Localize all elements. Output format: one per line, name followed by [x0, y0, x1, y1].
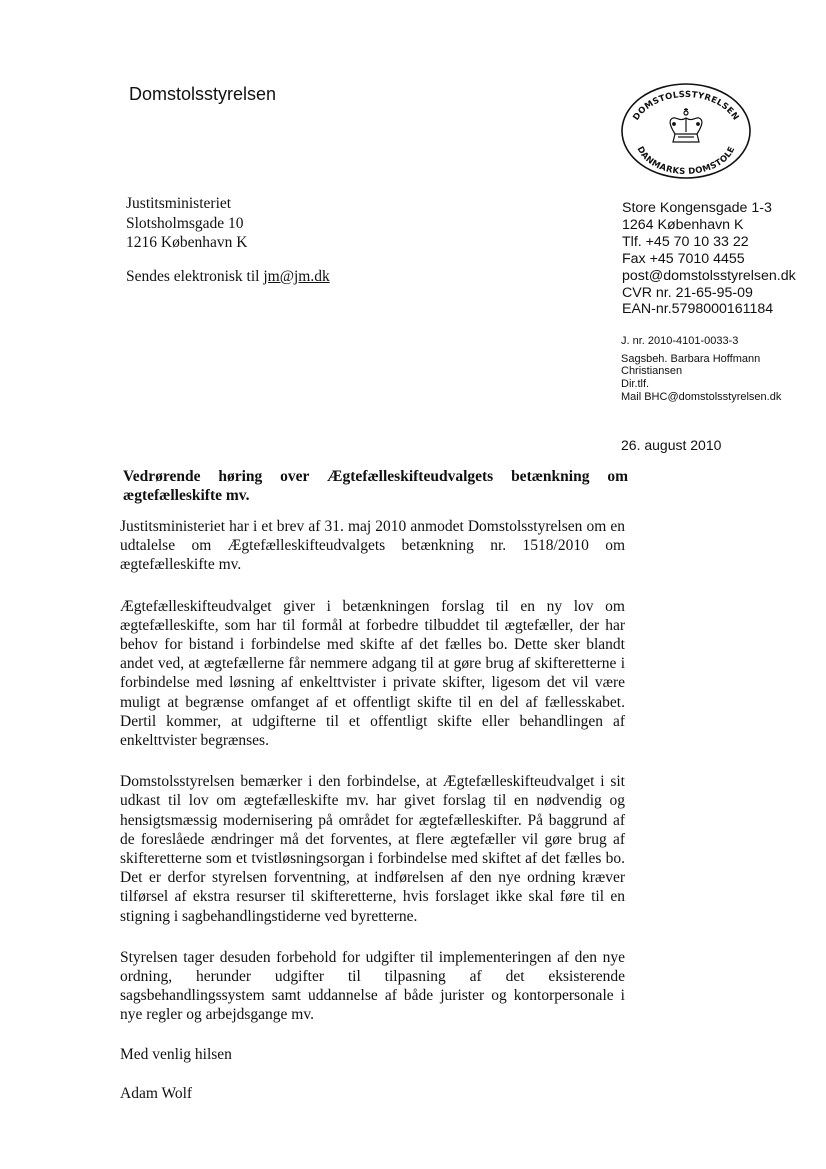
court-seal	[620, 82, 752, 180]
signer-name: Adam Wolf	[120, 1085, 193, 1102]
case-mail: Mail BHC@domstolsstyrelsen.dk	[621, 390, 782, 403]
sender-phone: Tlf. +45 70 10 33 22	[622, 233, 749, 250]
recipient-email-link[interactable]: jm@jm.dk	[263, 268, 330, 285]
case-handler: Sagsbeh. Barbara Hoffmann	[621, 352, 761, 365]
crown-icon	[670, 108, 702, 142]
seal-top-text: DOMSTOLSSTYRELSEN	[631, 89, 741, 123]
body-paragraph: Ægtefælleskifteudvalget giver i betænkningen forslag til en ny lov om ægtefælleskifte, som har til formål at forbedre tilbuddet til ægtefæller, der har behov for bistand i forbindelse med skifte af det fælles bo. Dette sker blandt andet ved, at ægtefællerne får nemmere adgang til at gøre brug af skifteretterne i forbindelse med løsning af enkelttvister i private skifter, ligesom det vil være muligt at begrænse omfanget af et offentligt skifte til en del af fællesskabet. Dertil kommer, at udgifterne til et offentligt skifte eller behandlingen af enkelttvister begrænses.	[120, 597, 625, 750]
sender-email: post@domstolsstyrelsen.dk	[622, 267, 796, 284]
send-line-prefix: Sendes elektronisk til	[126, 268, 264, 285]
journal-number: J. nr. 2010-4101-0033-3	[621, 335, 739, 347]
case-info	[621, 335, 781, 404]
recipient-street: Slotsholmsgade 10	[126, 214, 244, 232]
recipient-name: Justitsministeriet	[126, 195, 232, 212]
recipient-city: 1216 København K	[126, 234, 248, 251]
case-handler-continued: Christiansen	[621, 365, 683, 378]
organization-name: Domstolsstyrelsen	[129, 84, 277, 104]
svg-text:DANMARKS DOMSTOLE	[635, 145, 738, 177]
body-paragraph: Styrelsen tager desuden forbehold for udgifter til implementeringen af den nye ordning, herunder udgifter til tilpasning af det eksisterende sagsbehandlingssystem samt uddannelse af både jurister og kontorpersonale i nye regler og arbejdsgange mv.	[120, 948, 625, 1024]
sender-address	[622, 200, 796, 318]
sender-ean: EAN-nr.5798000161184	[622, 301, 774, 318]
seal-bottom-text: DANMARKS DOMSTOLE	[634, 144, 738, 178]
closing-phrase: Med venlig hilsen	[120, 1046, 232, 1063]
seal-graphic	[620, 82, 752, 180]
letter-body	[120, 517, 625, 1047]
direct-phone: Dir.tlf.	[621, 378, 650, 391]
body-paragraph: Domstolsstyrelsen bemærker i den forbindelse, at Ægtefælleskifteudvalget i sit udkast til lov om ægtefælleskifte mv. har givet forslag til en nødvendig og hensigtsmæssig modernisering på området for ægtefælleskifter. På baggrund af de foreslåede ændringer må det forventes, at flere ægtefæller vil gøre brug af skifteretterne som et tvistløsningsorgan i forbindelse med skiftet af det fælles bo. Det er derfor styrelsen forventning, at indførelsen af den nye ordning kræver tilførsel af ekstra resurser til skifteretterne, hvis forslaget ikke skal føre til en stigning i sagbehandlingstiderne ved byretterne.	[120, 773, 625, 925]
recipient-address	[126, 194, 247, 253]
body-paragraph: Justitsministeriet har i et brev af 31. maj 2010 anmodet Domstolsstyrelsen om en udtalelse om Ægtefælleskifteudvalgets betænkning nr. 1518/2010 om ægtefælleskifte mv.	[120, 518, 625, 574]
letter-date: 26. august 2010	[621, 437, 722, 453]
send-line	[126, 268, 330, 286]
sender-street: Store Kongensgade 1-3	[622, 200, 772, 216]
letter-subject: Vedrørende høring over Ægtefælleskifteudvalgets betænkning om ægtefælleskifte mv.	[123, 468, 628, 504]
sender-fax: Fax +45 7010 4455	[622, 250, 745, 267]
sender-cvr: CVR nr. 21-65-95-09	[622, 284, 753, 301]
sender-city: 1264 København K	[622, 216, 744, 233]
